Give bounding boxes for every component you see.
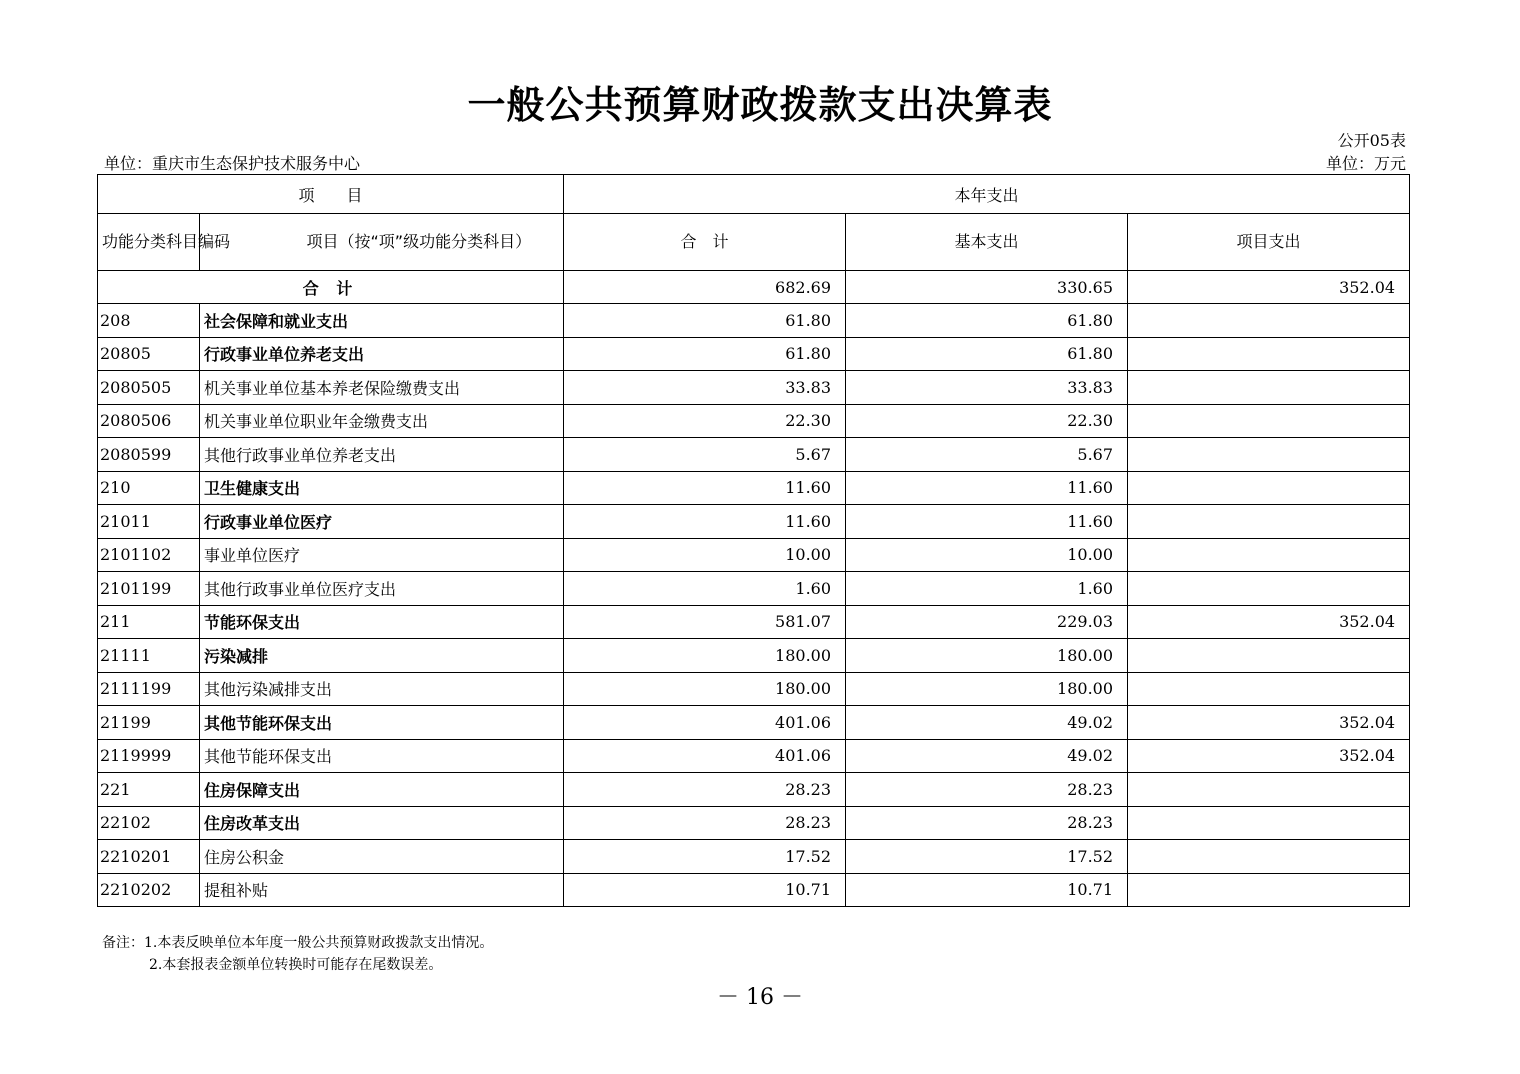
total-basic: 330.65 xyxy=(846,271,1128,304)
row-name: 其他行政事业单位养老支出 xyxy=(200,438,564,472)
table-row xyxy=(98,404,1410,438)
row-item xyxy=(1128,806,1410,840)
row-item xyxy=(1128,672,1410,706)
row-code: 2101199 xyxy=(98,572,200,606)
header-current-year: 本年支出 xyxy=(564,175,1410,214)
row-name: 其他节能环保支出 xyxy=(200,739,564,773)
table-row xyxy=(98,739,1410,773)
table-row xyxy=(98,706,1410,740)
note-line-2: 2.本套报表金额单位转换时可能存在尾数误差。 xyxy=(149,957,443,973)
row-item xyxy=(1128,840,1410,874)
table-row xyxy=(98,505,1410,539)
total-sum: 682.69 xyxy=(564,271,846,304)
row-name: 卫生健康支出 xyxy=(200,471,564,505)
table-row xyxy=(98,873,1410,907)
row-code: 20805 xyxy=(98,337,200,371)
row-item xyxy=(1128,371,1410,405)
row-item xyxy=(1128,304,1410,338)
row-name: 行政事业单位医疗 xyxy=(200,505,564,539)
row-basic: 17.52 xyxy=(846,840,1128,874)
header-basic: 基本支出 xyxy=(846,214,1128,271)
row-total: 61.80 xyxy=(564,304,846,338)
currency-unit: 单位：万元 xyxy=(1325,154,1406,173)
row-item xyxy=(1128,337,1410,371)
row-item xyxy=(1128,538,1410,572)
row-code: 2210202 xyxy=(98,873,200,907)
row-code: 211 xyxy=(98,605,200,639)
table-row xyxy=(98,471,1410,505)
page-number: － 16 － xyxy=(717,985,803,1010)
row-basic: 61.80 xyxy=(846,304,1128,338)
reporting-unit: 单位：重庆市生态保护技术服务中心 xyxy=(104,154,361,173)
expenditure-table xyxy=(97,174,1410,907)
header-row-2 xyxy=(98,214,1410,271)
row-basic: 229.03 xyxy=(846,605,1128,639)
row-item: 352.04 xyxy=(1128,706,1410,740)
table-row xyxy=(98,538,1410,572)
header-row-1 xyxy=(98,175,1410,214)
table-row xyxy=(98,304,1410,338)
table-row xyxy=(98,337,1410,371)
row-code: 210 xyxy=(98,471,200,505)
row-item xyxy=(1128,873,1410,907)
row-name: 其他污染减排支出 xyxy=(200,672,564,706)
row-name: 提租补贴 xyxy=(200,873,564,907)
row-total: 10.71 xyxy=(564,873,846,907)
form-code: 公开05表 xyxy=(1337,131,1406,150)
table-row xyxy=(98,371,1410,405)
row-code: 2210201 xyxy=(98,840,200,874)
row-basic: 61.80 xyxy=(846,337,1128,371)
row-name: 机关事业单位职业年金缴费支出 xyxy=(200,404,564,438)
table-row xyxy=(98,840,1410,874)
row-total: 22.30 xyxy=(564,404,846,438)
row-code: 2080506 xyxy=(98,404,200,438)
row-name: 住房改革支出 xyxy=(200,806,564,840)
row-name: 机关事业单位基本养老保险缴费支出 xyxy=(200,371,564,405)
row-total: 28.23 xyxy=(564,806,846,840)
row-total: 61.80 xyxy=(564,337,846,371)
row-basic: 11.60 xyxy=(846,471,1128,505)
row-name: 住房公积金 xyxy=(200,840,564,874)
row-basic: 28.23 xyxy=(846,806,1128,840)
header-name xyxy=(200,214,564,271)
table-row xyxy=(98,806,1410,840)
row-total: 11.60 xyxy=(564,471,846,505)
row-item: 352.04 xyxy=(1128,739,1410,773)
total-item: 352.04 xyxy=(1128,271,1410,304)
row-total: 180.00 xyxy=(564,639,846,673)
row-item xyxy=(1128,471,1410,505)
row-item: 352.04 xyxy=(1128,605,1410,639)
note-line-1: 备注：1.本表反映单位本年度一般公共预算财政拨款支出情况。 xyxy=(102,935,494,951)
row-code: 21199 xyxy=(98,706,200,740)
header-project: 项 目 xyxy=(98,175,564,214)
row-code: 21011 xyxy=(98,505,200,539)
row-total: 10.00 xyxy=(564,538,846,572)
table-row xyxy=(98,672,1410,706)
row-code: 2101102 xyxy=(98,538,200,572)
row-name: 其他行政事业单位医疗支出 xyxy=(200,572,564,606)
table-row xyxy=(98,438,1410,472)
row-name: 污染减排 xyxy=(200,639,564,673)
row-item xyxy=(1128,505,1410,539)
page-title: 一般公共预算财政拨款支出决算表 xyxy=(467,83,1053,127)
row-basic: 49.02 xyxy=(846,739,1128,773)
total-label: 合 计 xyxy=(98,271,564,304)
row-name: 行政事业单位养老支出 xyxy=(200,337,564,371)
row-basic: 49.02 xyxy=(846,706,1128,740)
row-basic: 1.60 xyxy=(846,572,1128,606)
row-total: 5.67 xyxy=(564,438,846,472)
row-name: 住房保障支出 xyxy=(200,773,564,807)
row-name: 社会保障和就业支出 xyxy=(200,304,564,338)
row-basic: 28.23 xyxy=(846,773,1128,807)
table-row xyxy=(98,605,1410,639)
row-total: 28.23 xyxy=(564,773,846,807)
row-basic: 33.83 xyxy=(846,371,1128,405)
row-code: 2111199 xyxy=(98,672,200,706)
row-total: 180.00 xyxy=(564,672,846,706)
row-basic: 180.00 xyxy=(846,672,1128,706)
row-name: 事业单位医疗 xyxy=(200,538,564,572)
row-basic: 10.00 xyxy=(846,538,1128,572)
row-code: 22102 xyxy=(98,806,200,840)
row-code: 2119999 xyxy=(98,739,200,773)
table-row xyxy=(98,773,1410,807)
row-code: 208 xyxy=(98,304,200,338)
row-basic: 180.00 xyxy=(846,639,1128,673)
row-item xyxy=(1128,438,1410,472)
row-basic: 5.67 xyxy=(846,438,1128,472)
row-total: 401.06 xyxy=(564,739,846,773)
header-item: 项目支出 xyxy=(1128,214,1410,271)
row-total: 33.83 xyxy=(564,371,846,405)
row-total: 401.06 xyxy=(564,706,846,740)
table-row xyxy=(98,639,1410,673)
header-total: 合 计 xyxy=(564,214,846,271)
row-total: 17.52 xyxy=(564,840,846,874)
table-row xyxy=(98,572,1410,606)
row-total: 11.60 xyxy=(564,505,846,539)
row-basic: 11.60 xyxy=(846,505,1128,539)
header-name-text: 项目（按“项”级功能分类科目） xyxy=(306,232,532,251)
row-code: 21111 xyxy=(98,639,200,673)
row-total: 1.60 xyxy=(564,572,846,606)
row-code: 2080599 xyxy=(98,438,200,472)
row-name: 其他节能环保支出 xyxy=(200,706,564,740)
row-item xyxy=(1128,404,1410,438)
header-code: 功能分类科目编码 xyxy=(98,214,200,271)
row-item xyxy=(1128,773,1410,807)
row-code: 221 xyxy=(98,773,200,807)
row-code: 2080505 xyxy=(98,371,200,405)
row-basic: 10.71 xyxy=(846,873,1128,907)
row-total: 581.07 xyxy=(564,605,846,639)
row-item xyxy=(1128,639,1410,673)
total-row xyxy=(98,271,1410,304)
row-item xyxy=(1128,572,1410,606)
row-basic: 22.30 xyxy=(846,404,1128,438)
row-name: 节能环保支出 xyxy=(200,605,564,639)
